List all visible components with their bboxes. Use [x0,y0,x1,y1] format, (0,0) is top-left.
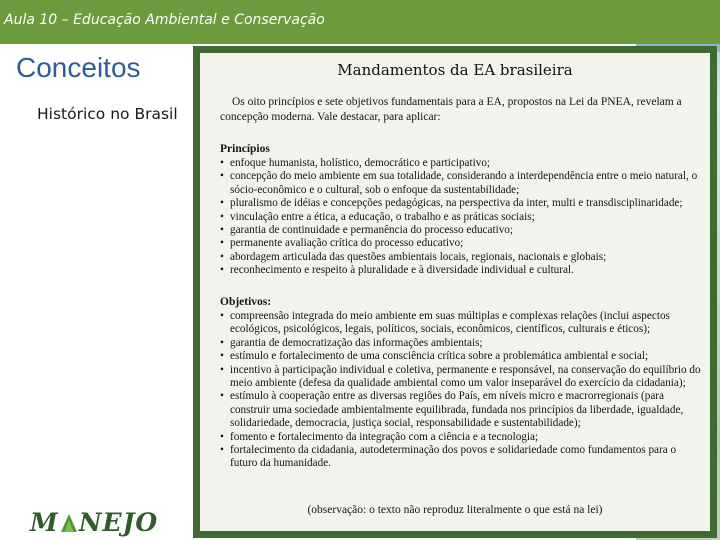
list-item: • garantia de democratização das informações ambientais; [220,337,704,350]
list-item: • reconhecimento e respeito à pluralidade e à diversidade individual e cultural. [220,264,704,277]
list-item: • fortalecimento da cidadania, autodeterminação dos povos e solidariedade como fundamentos para o futuro da humanidade. [220,444,704,471]
document-intro: Os oito princípios e sete objetivos fundamentais para a EA, propostos na Lei da PNEA, revelam a concepção moderna. Vale destacar, para aplicar: [220,96,682,123]
green-triangle-icon [60,513,78,533]
logo-text-end: NEJO [78,508,159,537]
header-bar [0,0,720,44]
list-item: • estímulo e fortalecimento de uma consciência crítica sobre a problemática ambiental e social; [220,350,704,363]
list-item: • concepção do meio ambiente em sua totalidade, considerando a interdependência entre o meio natural, o sócio-econômico e o cultural, sob o enfoque da sustentabilidade; [220,170,704,197]
lesson-title: Aula 10 – Educação Ambiental e Conservação [4,12,325,28]
list-item: • vinculação entre a ética, a educação, o trabalho e as práticas sociais; [220,211,704,224]
section-subtitle: Histórico no Brasil [37,105,178,123]
section-title: Conceitos [16,52,141,83]
objectives-heading: Objetivos: [220,296,272,308]
manejo-logo [30,508,158,537]
document-footnote: (observação: o texto não reproduz literalmente o que está na lei) [307,504,603,516]
document-frame [193,46,717,538]
principles-heading: Princípios [220,143,270,155]
logo-text-start: M [30,508,59,537]
list-item: • incentivo à participação individual e coletiva, permanente e responsável, na conservação do equilíbrio do meio ambiente (defesa da qualidade ambiental como um valor inseparável do exercício da cidadania); [220,364,704,391]
objectives-list [220,310,704,471]
document-page [200,53,710,531]
list-item: • enfoque humanista, holístico, democrático e participativo; [220,157,704,170]
principles-list [220,157,704,278]
list-item: • compreensão integrada do meio ambiente em suas múltiplas e complexas relações (inclui aspectos ecológicos, psicológicos, legais, políticos, sociais, econômicos, científicos, culturais e éticos); [220,310,704,337]
list-item: • fomento e fortalecimento da integração com a ciência e a tecnologia; [220,431,704,444]
list-item: • pluralismo de idéias e concepções pedagógicas, na perspectiva da inter, multi e transdisciplinaridade; [220,197,704,210]
list-item: • abordagem articulada das questões ambientais locais, regionais, nacionais e globais; [220,251,704,264]
list-item: • estímulo à cooperação entre as diversas regiões do País, em níveis micro e macrorregionais (para construir uma sociedade ambientalmente equilibrada, fundada nos princípios da liberdade, igualdade, solidariedade, democracia, justiça social, responsabilidade e sustentabilidade); [220,390,704,430]
list-item: • permanente avaliação crítica do processo educativo; [220,237,704,250]
list-item: • garantia de continuidade e permanência do processo educativo; [220,224,704,237]
document-title: Mandamentos da EA brasileira [337,61,573,79]
